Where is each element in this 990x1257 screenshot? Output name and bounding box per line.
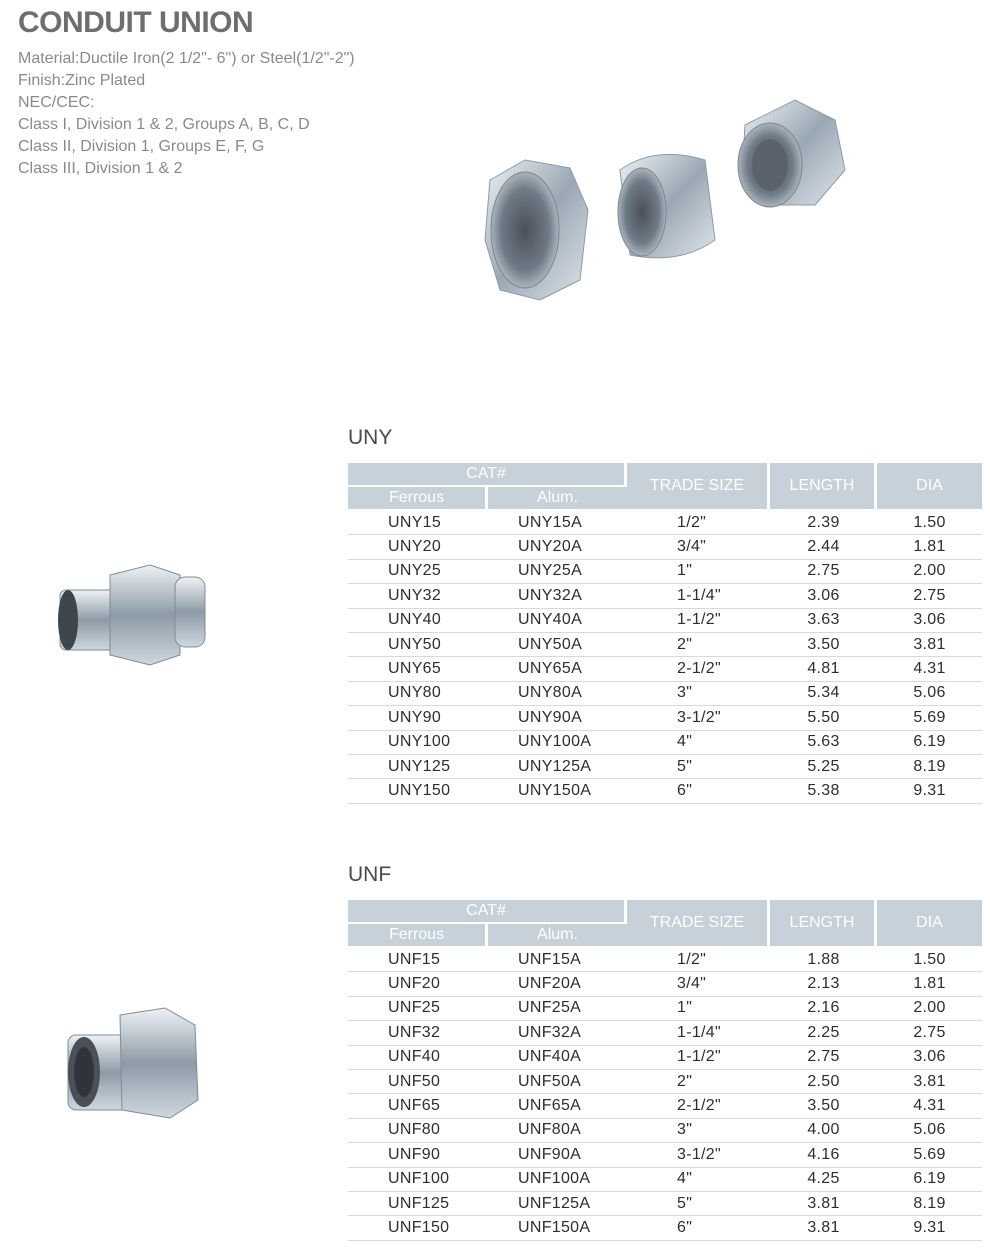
dia-cell: 2.00 [877,997,982,1021]
ferrous-cell: UNF100 [348,1168,488,1192]
trade-size-header: TRADE SIZE [627,463,770,511]
length-header: LENGTH [770,463,877,511]
length-cell: 5.34 [770,682,877,706]
trade-size-cell: 3-1/2" [627,1143,770,1167]
length-cell: 1.88 [770,948,877,972]
length-cell: 2.13 [770,972,877,996]
ferrous-header: Ferrous [348,924,488,948]
alum-cell: UNF100A [488,1168,627,1192]
length-cell: 2.75 [770,560,877,584]
trade-size-cell: 2-1/2" [627,657,770,681]
length-cell: 2.25 [770,1021,877,1045]
alum-cell: UNY25A [488,560,627,584]
alum-cell: UNY150A [488,779,627,803]
ferrous-cell: UNF65 [348,1094,488,1118]
alum-cell: UNF40A [488,1046,627,1070]
trade-size-cell: 6" [627,779,770,803]
table-row [348,511,982,535]
spec-nec: NEC/CEC: [18,94,95,111]
table-row [348,682,982,706]
dia-cell: 6.19 [877,731,982,755]
table-row [348,1192,982,1216]
dia-cell: 5.06 [877,682,982,706]
ferrous-cell: UNY50 [348,633,488,657]
dia-header: DIA [877,900,982,948]
alum-cell: UNF80A [488,1119,627,1143]
dia-cell: 3.06 [877,609,982,633]
trade-size-cell: 1-1/4" [627,584,770,608]
cat-header: CAT# [348,900,627,924]
dia-cell: 5.06 [877,1119,982,1143]
length-cell: 3.81 [770,1192,877,1216]
spec-material: Material:Ductile Iron(2 1/2"- 6") or Steel(1/2"-2") [18,50,355,67]
length-cell: 2.75 [770,1046,877,1070]
alum-cell: UNY32A [488,584,627,608]
cat-header: CAT# [348,463,627,487]
ferrous-cell: UNF40 [348,1046,488,1070]
dia-cell: 6.19 [877,1168,982,1192]
trade-size-cell: 1-1/2" [627,1046,770,1070]
dia-cell: 5.69 [877,706,982,730]
alum-cell: UNF32A [488,1021,627,1045]
trade-size-cell: 3/4" [627,972,770,996]
dia-cell: 3.81 [877,1070,982,1094]
unf-table [348,900,982,1241]
length-cell: 4.16 [770,1143,877,1167]
dia-cell: 1.50 [877,948,982,972]
length-cell: 3.06 [770,584,877,608]
trade-size-cell: 4" [627,731,770,755]
ferrous-cell: UNF90 [348,1143,488,1167]
ferrous-cell: UNY150 [348,779,488,803]
dia-cell: 3.81 [877,633,982,657]
ferrous-cell: UNF125 [348,1192,488,1216]
table-row [348,1021,982,1045]
alum-cell: UNY20A [488,535,627,559]
trade-size-cell: 4" [627,1168,770,1192]
length-cell: 3.50 [770,1094,877,1118]
trade-size-cell: 5" [627,1192,770,1216]
table-row [348,535,982,559]
alum-cell: UNY125A [488,755,627,779]
unf-fitting-photo [60,1000,210,1130]
trade-size-cell: 2" [627,1070,770,1094]
dia-cell: 1.81 [877,535,982,559]
alum-cell: UNY50A [488,633,627,657]
dia-cell: 1.50 [877,511,982,535]
ferrous-cell: UNY20 [348,535,488,559]
table-row [348,706,982,730]
table-row [348,584,982,608]
ferrous-cell: UNY80 [348,682,488,706]
union-parts-photo [470,90,870,340]
alum-header: Alum. [488,487,627,511]
trade-size-header: TRADE SIZE [627,900,770,948]
trade-size-cell: 3-1/2" [627,706,770,730]
spec-class-1: Class I, Division 1 & 2, Groups A, B, C, D [18,116,310,133]
trade-size-cell: 2" [627,633,770,657]
table-row [348,755,982,779]
ferrous-cell: UNF150 [348,1216,488,1240]
table-row [348,1119,982,1143]
table-row [348,1094,982,1118]
alum-cell: UNF15A [488,948,627,972]
table-row [348,633,982,657]
uny-table [348,463,982,804]
ferrous-cell: UNF80 [348,1119,488,1143]
alum-cell: UNY15A [488,511,627,535]
alum-cell: UNF65A [488,1094,627,1118]
trade-size-cell: 3" [627,1119,770,1143]
alum-cell: UNF90A [488,1143,627,1167]
dia-header: DIA [877,463,982,511]
page-title: CONDUIT UNION [18,6,254,39]
dia-cell: 8.19 [877,755,982,779]
table-row [348,609,982,633]
trade-size-cell: 2-1/2" [627,1094,770,1118]
table-row [348,1143,982,1167]
length-cell: 2.39 [770,511,877,535]
dia-cell: 4.31 [877,1094,982,1118]
length-cell: 3.63 [770,609,877,633]
alum-cell: UNF20A [488,972,627,996]
trade-size-cell: 1/2" [627,948,770,972]
ferrous-cell: UNY25 [348,560,488,584]
dia-cell: 2.75 [877,584,982,608]
table-row [348,657,982,681]
dia-cell: 9.31 [877,779,982,803]
ferrous-cell: UNY125 [348,755,488,779]
trade-size-cell: 1-1/2" [627,609,770,633]
spec-class-3: Class III, Division 1 & 2 [18,160,183,177]
table-row [348,1070,982,1094]
dia-cell: 1.81 [877,972,982,996]
length-cell: 5.63 [770,731,877,755]
ferrous-cell: UNY65 [348,657,488,681]
table-row [348,560,982,584]
dia-cell: 3.06 [877,1046,982,1070]
length-cell: 2.16 [770,997,877,1021]
table-row [348,731,982,755]
length-cell: 2.50 [770,1070,877,1094]
spec-list [18,48,355,180]
spec-finish: Finish:Zinc Plated [18,72,146,89]
dia-cell: 4.31 [877,657,982,681]
alum-cell: UNY40A [488,609,627,633]
table-row [348,948,982,972]
ferrous-cell: UNY90 [348,706,488,730]
length-cell: 3.50 [770,633,877,657]
ferrous-header: Ferrous [348,487,488,511]
dia-cell: 2.00 [877,560,982,584]
alum-header: Alum. [488,924,627,948]
trade-size-cell: 3" [627,682,770,706]
trade-size-cell: 1" [627,560,770,584]
table-row [348,1216,982,1240]
table-row [348,997,982,1021]
ferrous-cell: UNY100 [348,731,488,755]
ferrous-cell: UNF15 [348,948,488,972]
length-header: LENGTH [770,900,877,948]
length-cell: 4.81 [770,657,877,681]
trade-size-cell: 6" [627,1216,770,1240]
ferrous-cell: UNF32 [348,1021,488,1045]
uny-section-title: UNY [348,426,393,449]
dia-cell: 2.75 [877,1021,982,1045]
alum-cell: UNF25A [488,997,627,1021]
table-row [348,972,982,996]
alum-cell: UNY65A [488,657,627,681]
spec-class-2: Class II, Division 1, Groups E, F, G [18,138,265,155]
trade-size-cell: 1-1/4" [627,1021,770,1045]
length-cell: 5.50 [770,706,877,730]
alum-cell: UNF125A [488,1192,627,1216]
ferrous-cell: UNY15 [348,511,488,535]
trade-size-cell: 5" [627,755,770,779]
alum-cell: UNY90A [488,706,627,730]
ferrous-cell: UNF25 [348,997,488,1021]
uny-fitting-photo [50,555,220,675]
length-cell: 3.81 [770,1216,877,1240]
table-row [348,779,982,803]
length-cell: 4.25 [770,1168,877,1192]
unf-section-title: UNF [348,863,392,886]
alum-cell: UNF50A [488,1070,627,1094]
alum-cell: UNY100A [488,731,627,755]
ferrous-cell: UNY40 [348,609,488,633]
ferrous-cell: UNY32 [348,584,488,608]
ferrous-cell: UNF50 [348,1070,488,1094]
table-row [348,1046,982,1070]
ferrous-cell: UNF20 [348,972,488,996]
trade-size-cell: 1/2" [627,511,770,535]
dia-cell: 5.69 [877,1143,982,1167]
length-cell: 4.00 [770,1119,877,1143]
dia-cell: 8.19 [877,1192,982,1216]
length-cell: 5.25 [770,755,877,779]
alum-cell: UNY80A [488,682,627,706]
alum-cell: UNF150A [488,1216,627,1240]
length-cell: 5.38 [770,779,877,803]
trade-size-cell: 1" [627,997,770,1021]
length-cell: 2.44 [770,535,877,559]
trade-size-cell: 3/4" [627,535,770,559]
table-row [348,1168,982,1192]
dia-cell: 9.31 [877,1216,982,1240]
